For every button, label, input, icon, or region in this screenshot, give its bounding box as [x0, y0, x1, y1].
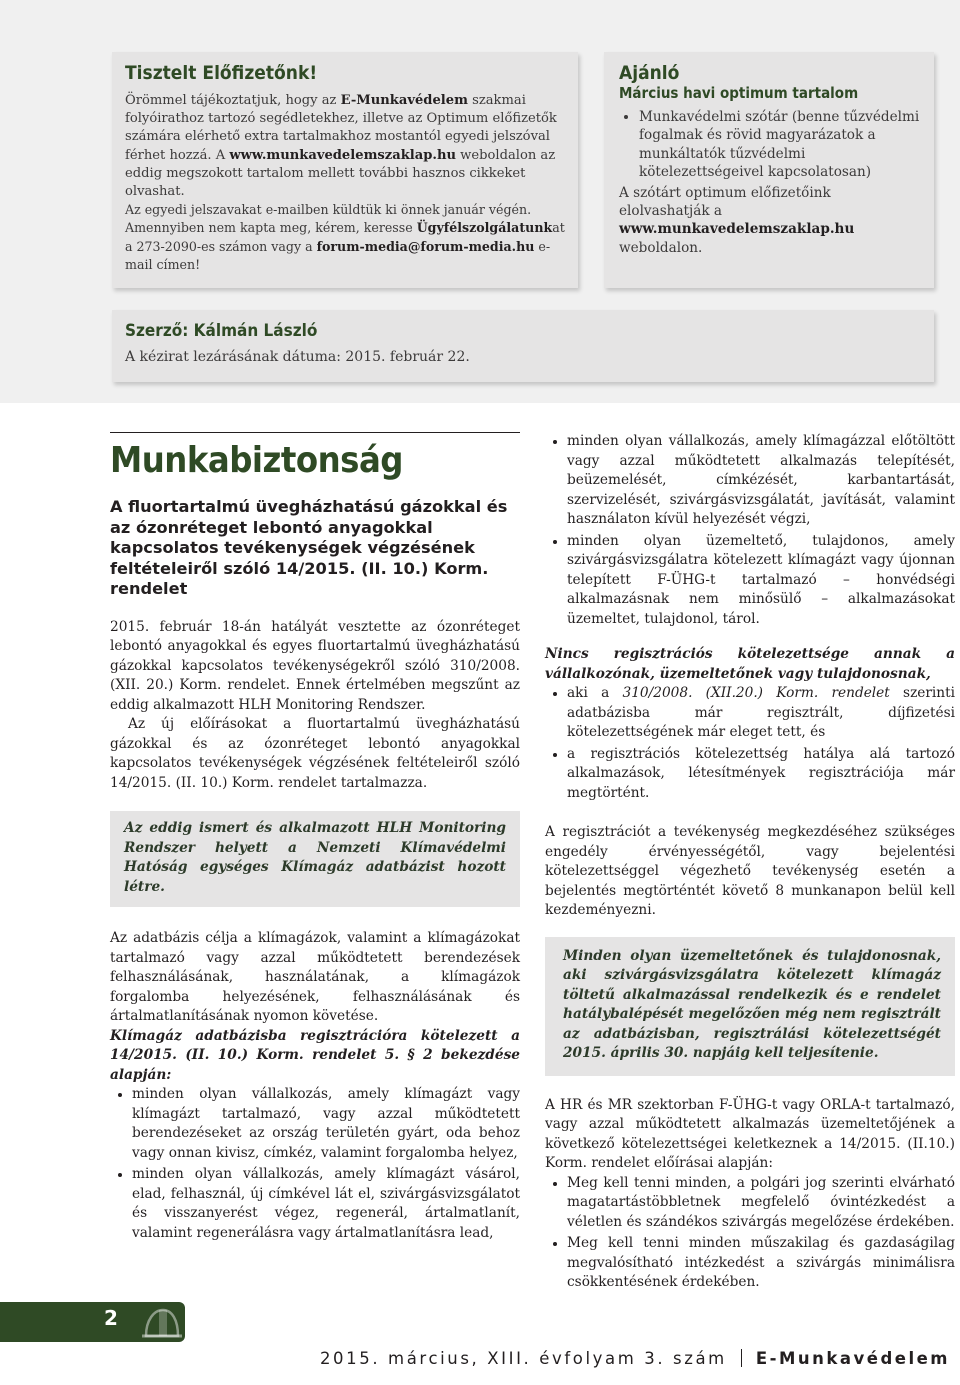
list-item: • minden olyan vállalkozás, amely klímagázt vagy klímagázt tartalmazó, vagy azzal működtetett berendezéseket az ország területén gyárt, oda behoz vagy onnan kivisz, címkéz, valamint forgalomba helyez, [132, 1085, 520, 1163]
highlight-callout-deadline: Minden olyan üzemeltetőnek és tulajdonosnak, aki szivárgásvizsgálatra kötelezett klímagáz töltetű alkalmazással rendelkezik és e rendelet hatálybalépését megelőzően még nem regisztrált az adatbázisban, regisztrálási kötelezettségét 2015. április 30. napjáig kell teljesítenie. [545, 937, 955, 1076]
footer-issue-line [320, 1349, 950, 1368]
registration-required-list-part-1 [110, 1085, 520, 1243]
subscribers-box-title: Tisztelt Előfizetőnk! [125, 62, 318, 84]
recommendation-box [604, 52, 934, 288]
no-registration-heading: Nincs regisztrációs kötelezettsége annak a vállalkozónak, üzemeltetőnek vagy tulajdonosnak, [545, 646, 955, 682]
obligations-list [545, 1174, 955, 1293]
article-paragraph-4: A regisztrációt a tevékenység megkezdéséhez szükséges engedély érvényességétől, vagy bejelentési kötelezettséggel végezhető tevékenység esetén a bejelentés megtörténtét követő 8 munkanapon belül kell kezdeményezni. [545, 824, 955, 918]
article-left-column [110, 432, 520, 1245]
p3-text-b: at a 273-2090-es számon vagy a [125, 220, 565, 254]
subscribers-box-paragraph-1 [125, 92, 566, 201]
article-paragraph-5: A HR és MR szektorban F-ÜHG-t vagy ORLA-t tartalmazó, vagy azzal működtetett alkalmazás üzemeltetőjének a következő kötelezettségei keletkeznek a 14/2015. (II.10.) Korm. rendelet előírásai alapján: [545, 1096, 955, 1171]
registration-required-list-part-2 [545, 432, 955, 629]
recommendation-list [619, 108, 920, 182]
no-registration-list [545, 684, 955, 803]
article-title: Munkabiztonság [110, 440, 403, 481]
footer-brand: E-Munkavédelem [755, 1349, 950, 1368]
list-item: • Meg kell tenni minden, a polgári jog szerinti elvárható magatartástöbbletnek megfelelő óvintézkedést a véletlen és szándékos szivárgás megelőzése érdekében. [567, 1174, 955, 1233]
list-item: • minden olyan vállalkozás, amely klímagázt vásárol, elad, felhasznál, új címkével lát el, szivárgásvizsgálatot és visszanyerést végez, regenerál, ártalmatlanít, valamint regenerálásra vagy ártalmatlanításra lead, [132, 1165, 520, 1243]
recommendation-paragraph [619, 184, 920, 258]
website-link[interactable]: www.munkavedelemszaklap.hu [229, 147, 456, 163]
p1-text-b: szakmai folyóirathoz tartozó segédletekhez, illetve az Optimum előfizetők számára elérhető extra tartalmakhoz mostantól egyedi jelszóval férhet hozzá. A [125, 93, 557, 163]
list-item: • minden olyan vállalkozás, amely klímagázzal előtöltött vagy azzal működtetett alkalmazás telepítését, beüzemelését, címkézését, karbantartását, szervizelését, szivárgásvizsgálatát, javítását, valamint használaton kívül helyezését végzi, [567, 432, 955, 530]
manuscript-date: A kézirat lezárásának dátuma: 2015. február 22. [125, 349, 470, 365]
brand-name: E-Munkavédelem [340, 93, 468, 108]
p3-text-a: Amennyiben nem kapta meg, kérem, keresse [125, 220, 417, 236]
customer-service-name: Ügyfélszolgálatunk [416, 220, 553, 236]
list-item [567, 684, 955, 743]
registration-required-heading: Klímagáz adatbázisba regisztrációra kötelezett a 14/2015. (II. 10.) Korm. rendelet 5. § 2 bekezdése alapján: [110, 1027, 520, 1083]
subscribers-box-paragraph-3 [125, 219, 566, 274]
p1-text-c: weboldalon az eddig megszokott tartalom mellett további hasznos cikkeket olvashat. [125, 147, 556, 200]
footer-divider [741, 1349, 742, 1367]
article-paragraph-3: Az adatbázis célja a klímagázok, valamint a klímagázokat tartalmazó vagy azzal működtetett berendezések felhasználásának, használatának, a klímagázok forgalomba helyezésének, felhasználásának és ártalmatlanításának nyomon követése. [110, 930, 520, 1024]
website-link[interactable]: www.munkavedelemszaklap.hu [619, 221, 855, 238]
author-box [112, 310, 934, 382]
article-paragraph-1: 2015. február 18-án hatályát vesztette az ózonréteget lebontó anyagokkal és egyes fluortartalmú üvegházhatású gázokkal kapcsolatos tevékenységekről szóló 310/2008. (XII. 20.) Korm. rendelet. Ennek értelmében megszűnt az eddig alkalmazott HLH Monitoring Rendszer. [110, 618, 520, 713]
article-subtitle: A fluortartalmú üvegházhatású gázokkal és az ózonréteget lebontó anyagokkal kapcsolatos tevékenységek végzésének feltételeiről szóló 14/2015. (II. 10.) Korm. rendelet [110, 497, 508, 598]
email-link[interactable]: forum-media@forum-media.hu [316, 238, 535, 254]
list-item: • a regisztrációs kötelezettség hatálya alá tartozó alkalmazások, létesítmények regisztrációja már megtörtént. [567, 745, 955, 804]
helmet-icon [142, 1306, 182, 1340]
article-right-column [545, 432, 955, 1295]
recommendation-item: • Munkavédelmi szótár (benne tűzvédelmi fogalmak és rövid magyarázatok a munkáltatók tűzvédelmi kötelezettségeivel kapcsolatosan) [639, 108, 920, 182]
list2a-pre: aki a [567, 685, 623, 701]
regulation-reference: 310/2008. (XII.20.) Korm. rendelet [622, 685, 890, 701]
recommendation-box-title: Ajánló [619, 62, 680, 84]
subscribers-notice-box [112, 52, 578, 288]
page-number: 2 [104, 1306, 118, 1330]
author-name: Szerző: Kálmán László [125, 321, 318, 341]
highlight-callout-hlh: Az eddig ismert és alkalmazott HLH Monitoring Rendszer helyett a Nemzeti Klímavédelmi Hatóság egységes Klímagáz adatbázist hozott létre. [110, 811, 520, 907]
list-item: • minden olyan üzemeltető, tulajdonos, amely szivárgásvizsgálatra kötelezett klímagázt vagy újonnan telepített F-ÜHG-t tartalmazó – honvédségi alkalmazásnak nem minősülő – alkalmazásokat üzemeltet, tulajdonol, tárol. [567, 532, 955, 630]
recommendation-box-subtitle: Március havi optimum tartalom [619, 84, 859, 102]
p3-text-c: e-mail címen! [125, 238, 551, 272]
article-paragraph-2: Az új előírásokat a fluortartalmú üvegházhatású gázokkal és az ózonréteget lebontó anyagokkal kapcsolatos tevékenységek végzésének feltételeiről szóló 14/2015. (II. 10.) Korm. rendelet tartalmazza. [110, 716, 520, 791]
issue-info: 2015. március, XIII. évfolyam 3. szám [319, 1349, 727, 1368]
rec-text-a: A szótárt optimum előfizetőink elolvashatják a [619, 184, 831, 220]
list2a-post: szerinti adatbázisba már regisztrált, díjfizetési kötelezettségének már eleget tett, és [567, 685, 955, 740]
rec-text-b: weboldalon. [619, 239, 703, 256]
p1-text-a: Örömmel tájékoztatjuk, hogy az [125, 93, 341, 108]
subscribers-box-paragraph-2: Az egyedi jelszavakat e-mailben küldtük ki önnek január végén. [125, 202, 532, 218]
column-rule [110, 432, 520, 433]
list-item: • Meg kell tenni minden műszakilag és gazdaságilag megvalósítható intézkedést a szivárgás minimálisra csökkentésének érdekében. [567, 1234, 955, 1293]
